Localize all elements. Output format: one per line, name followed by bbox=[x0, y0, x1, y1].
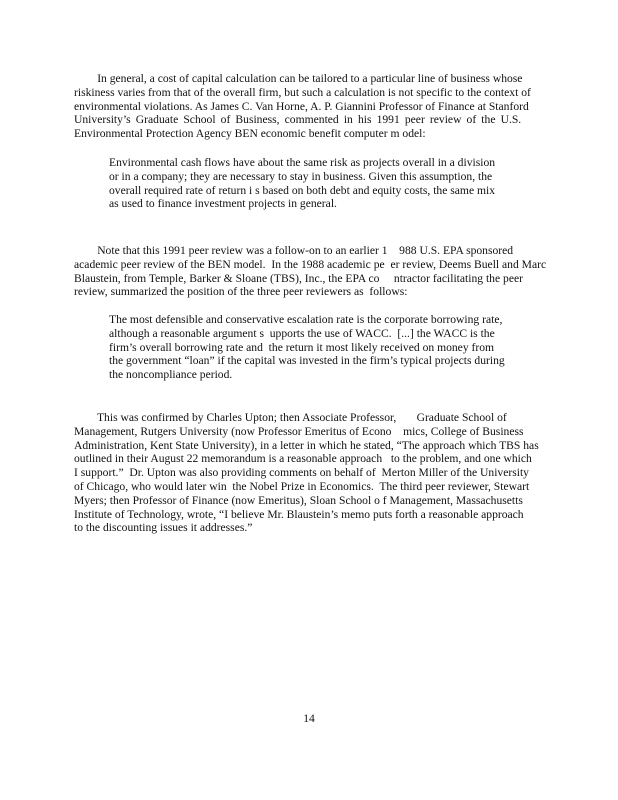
text-line: Myers; then Professor of Finance (now Emeritus), Sloan School o f Management, Massachusetts bbox=[74, 493, 523, 507]
text-line: This was confirmed by Charles Upton; then Associate Professor, Graduate School of bbox=[74, 411, 507, 424]
text-line: Environmental cash flows have about the same risk as projects overall in a division bbox=[109, 156, 496, 169]
text-line: Institute of Technology, wrote, “I believe Mr. Blaustein’s memo puts forth a reasonable approach bbox=[74, 507, 524, 521]
text-line: review, summarized the position of the three peer reviewers as follows: bbox=[74, 285, 408, 299]
text-line: riskiness varies from that of the overall firm, but such a calculation is not specific to the context of bbox=[74, 85, 531, 99]
paragraph-upton-confirmation bbox=[74, 411, 548, 535]
text-line: or in a company; they are necessary to stay in business. Given this assumption, the bbox=[109, 169, 493, 183]
text-line: Environmental Protection Agency BEN economic benefit computer m odel: bbox=[74, 127, 426, 141]
text-line: the noncompliance period. bbox=[109, 368, 233, 382]
text-line: Management, Rutgers University (now Professor Emeritus of Econo mics, College of Business bbox=[74, 424, 524, 438]
text-line: Administration, Kent State University), in a letter in which he stated, “The approach which TBS has bbox=[74, 438, 539, 452]
text-line: In general, a cost of capital calculation can be tailored to a particular line of business whose bbox=[74, 72, 523, 85]
text-line: the government “loan” if the capital was invested in the firm’s typical projects during bbox=[109, 354, 505, 368]
text-line: outlined in their August 22 memorandum is a reasonable approach to the problem, and one which bbox=[74, 452, 532, 466]
text-line: Blaustein, from Temple, Barker & Sloane (TBS), Inc., the EPA co ntractor facilitating the peer bbox=[74, 271, 523, 285]
text-line: although a reasonable argument s upports the use of WACC. [...] the WACC is the bbox=[109, 326, 495, 340]
text-line: The most defensible and conservative escalation rate is the corporate borrowing rate, bbox=[109, 313, 503, 326]
text-line: to the discounting issues it addresses.” bbox=[74, 521, 253, 535]
text-line: I support.” Dr. Upton was also providing comments on behalf of Merton Miller of the University bbox=[74, 466, 529, 480]
text-line: Note that this 1991 peer review was a follow-on to an earlier 1 988 U.S. EPA sponsored bbox=[74, 244, 514, 257]
paragraph-1991-peer-review bbox=[74, 244, 548, 299]
text-line: firm’s overall borrowing rate and the return it most likely received on money from bbox=[109, 340, 495, 354]
text-line: as used to finance investment projects in general. bbox=[109, 197, 337, 211]
text-line: academic peer review of the BEN model. In the 1988 academic pe er review, Deems Buell and Marc bbox=[74, 257, 547, 271]
blockquote-van-horne bbox=[109, 156, 521, 211]
text-line: of Chicago, who would later win the Nobel Prize in Economics. The third peer reviewer, Stewart bbox=[74, 479, 530, 493]
blockquote-tbs bbox=[109, 313, 521, 382]
text-line: University’s Graduate School of Business, commented in his 1991 peer review of the U.S. bbox=[74, 113, 522, 127]
page-number: 14 bbox=[303, 712, 315, 725]
text-line: environmental violations. As James C. Van Horne, A. P. Giannini Professor of Finance at Stanford bbox=[74, 99, 529, 113]
text-line: overall required rate of return i s based on both debt and equity costs, the same mix bbox=[109, 183, 496, 197]
paragraph-cost-of-capital bbox=[74, 72, 548, 141]
